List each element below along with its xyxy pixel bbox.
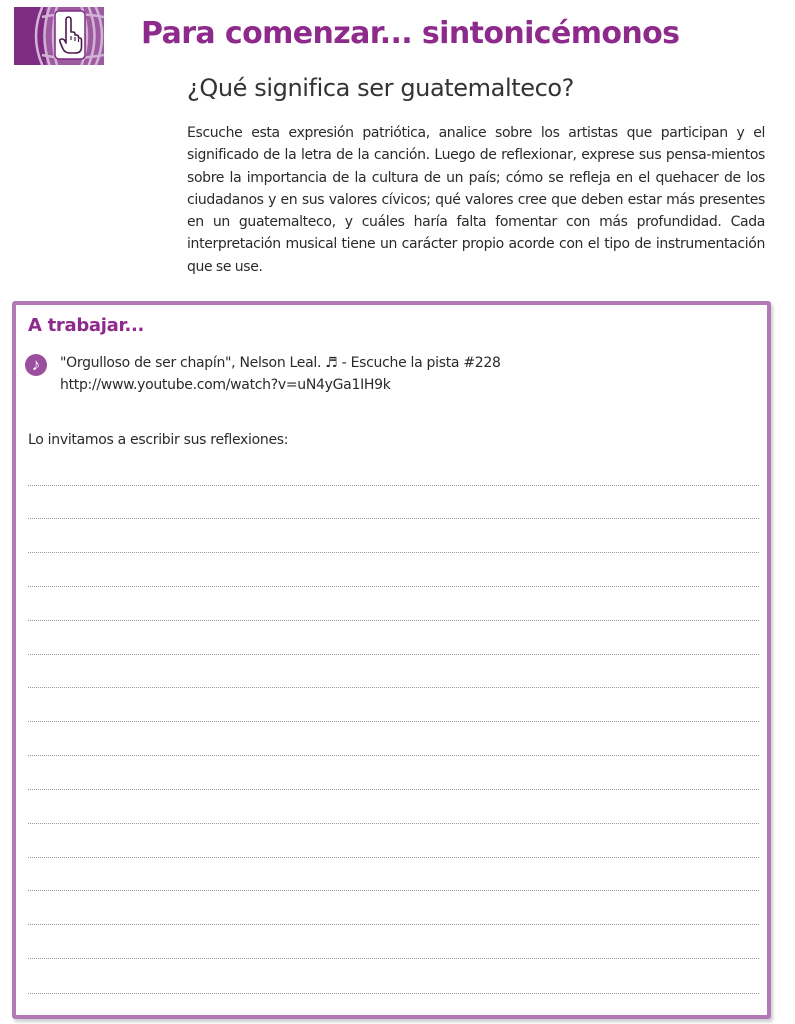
music-note-icon: ♪ xyxy=(25,354,47,376)
page-title: Para comenzar... sintonicémonos xyxy=(141,16,680,51)
video-link[interactable]: http://www.youtube.com/watch?v=uN4yGa1IH9k xyxy=(60,377,391,393)
writing-line[interactable] xyxy=(28,823,759,824)
writing-line[interactable] xyxy=(28,518,759,519)
writing-line[interactable] xyxy=(28,789,759,790)
activity-box xyxy=(12,301,771,1019)
writing-line[interactable] xyxy=(28,485,759,486)
section-logo xyxy=(14,7,104,65)
writing-line[interactable] xyxy=(28,993,759,994)
writing-line[interactable] xyxy=(28,620,759,621)
pointing-hand-icon xyxy=(14,7,104,65)
writing-line[interactable] xyxy=(28,755,759,756)
activity-title: A trabajar... xyxy=(28,315,145,336)
intro-paragraph: Escuche esta expresión patriótica, analice sobre los artistas que participan y el significado de la letra de la canción. Luego de reflexionar, exprese sus pensa-mientos sobre la importancia de la cultura de un país; cómo se refleja en el quehacer de los ciudadanos y en sus valores cívicos; qué valores cree que deben estar más presentes en un guatemalteco, y cuáles haría falta fomentar con más profundidad. Cada interpretación musical tiene un carácter propio acorde con el tipo de instrumentación que se use. xyxy=(187,125,765,275)
reflection-prompt: Lo invitamos a escribir sus reflexiones: xyxy=(28,432,289,448)
writing-line[interactable] xyxy=(28,654,759,655)
writing-line[interactable] xyxy=(28,552,759,553)
section-subtitle: ¿Qué significa ser guatemalteco? xyxy=(187,74,575,102)
writing-line[interactable] xyxy=(28,958,759,959)
writing-line[interactable] xyxy=(28,890,759,891)
writing-line[interactable] xyxy=(28,586,759,587)
track-reference: "Orgulloso de ser chapín", Nelson Leal. ♬ - Escuche la pista #228 xyxy=(60,355,501,371)
writing-line[interactable] xyxy=(28,687,759,688)
writing-line[interactable] xyxy=(28,924,759,925)
writing-line[interactable] xyxy=(28,857,759,858)
writing-line[interactable] xyxy=(28,721,759,722)
